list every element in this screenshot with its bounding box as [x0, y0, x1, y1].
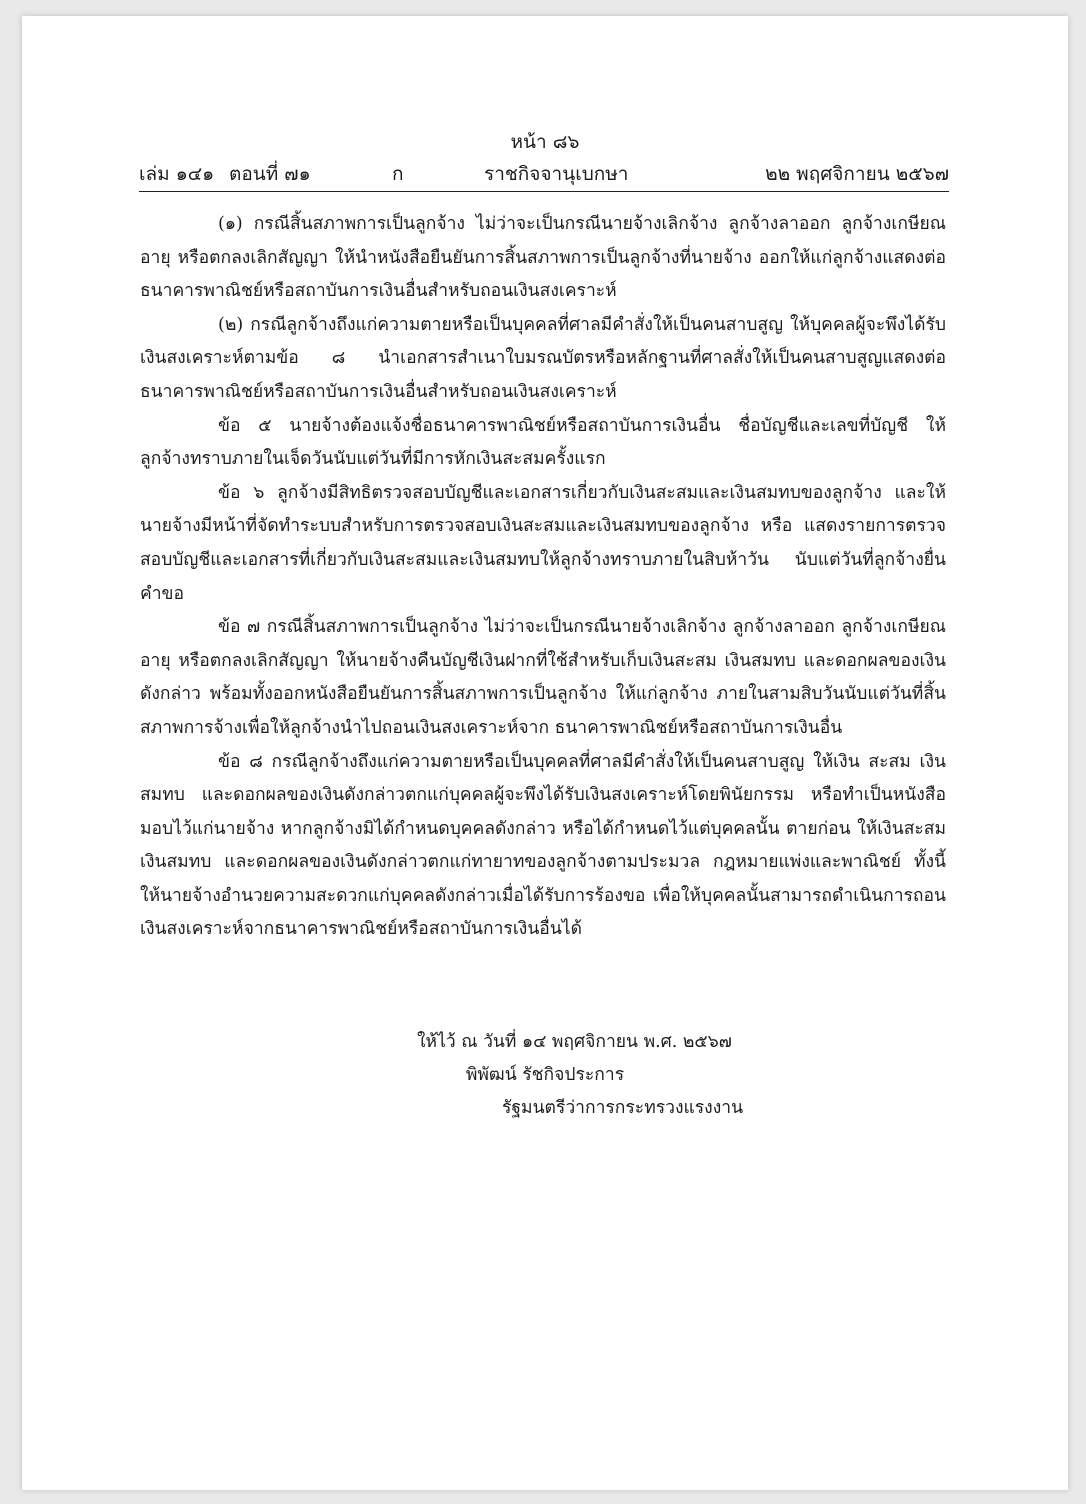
- gazette-header: [139, 160, 949, 188]
- issue-number: ตอนที่ ๗๑: [229, 163, 311, 185]
- signatory-title: รัฐมนตรีว่าการกระทรวงแรงงาน: [502, 1098, 744, 1118]
- header-divider: [139, 191, 949, 192]
- document-body: [140, 208, 946, 947]
- paragraph-clause-2: (๒) กรณีลูกจ้างถึงแก่ความตายหรือเป็นบุคคลที่ศาลมีคำสั่งให้เป็นคนสาบสูญ ให้บุคคลผู้จะพึงได้รับ เงินสงเคราะห์ตามข้อ ๘ นำเอกสารสำเนาใบมรณบัตรหรือหลักฐานที่ศาลสั่งให้เป็นคนสาบสูญแสดงต่อ ธนาคารพาณิชย์หรือสถาบันการเงินอื่นสำหรับถอนเงินสงเคราะห์: [140, 314, 946, 402]
- page-number: หน้า ๘๖: [510, 131, 580, 153]
- signatory-name: พิพัฒน์ รัชกิจประการ: [465, 1065, 625, 1085]
- gazette-title: ราชกิจจานุเบกษา: [484, 163, 629, 185]
- paragraph-article-7: ข้อ ๗ กรณีสิ้นสภาพการเป็นลูกจ้าง ไม่ว่าจะเป็นกรณีนายจ้างเลิกจ้าง ลูกจ้างลาออก ลูกจ้างเกษียณอายุ หรือตกลงเลิกสัญญา ให้นายจ้างคืนบัญชีเงินฝากที่ใช้สำหรับเก็บเงินสะสม เงินสมทบ และดอกผลของเงินดังกล่าว พร้อมทั้งออกหนังสือยืนยันการสิ้นสภาพการเป็นลูกจ้าง ให้แก่ลูกจ้าง ภายในสามสิบวันนับแต่วันที่สิ้นสภาพการจ้างเพื่อให้ลูกจ้างนำไปถอนเงินสงเคราะห์จาก ธนาคารพาณิชย์หรือสถาบันการเงินอื่น: [140, 617, 946, 738]
- section-letter: ก: [392, 163, 404, 185]
- paragraph-article-6: ข้อ ๖ ลูกจ้างมีสิทธิตรวจสอบบัญชีและเอกสารเกี่ยวกับเงินสะสมและเงินสมทบของลูกจ้าง และให้นายจ้างมีหน้าที่จัดทำระบบสำหรับการตรวจสอบเงินสะสมและเงินสมทบของลูกจ้าง หรือ แสดงรายการตรวจสอบบัญชีและเอกสารที่เกี่ยวกับเงินสะสมและเงินสมทบให้ลูกจ้างทราบภายในสิบห้าวัน นับแต่วันที่ลูกจ้างยื่นคำขอ: [140, 482, 946, 604]
- paragraph-article-5: ข้อ ๕ นายจ้างต้องแจ้งชื่อธนาคารพาณิชย์หรือสถาบันการเงินอื่น ชื่อบัญชีและเลขที่บัญชี ให้ลูกจ้างทราบภายในเจ็ดวันนับแต่วันที่มีการหักเงินสะสมครั้งแรก: [140, 415, 946, 470]
- document-page: [22, 16, 1068, 1490]
- publication-date: ๒๒ พฤศจิกายน ๒๕๖๗: [765, 163, 949, 185]
- signature-date: ให้ไว้ ณ วันที่ ๑๔ พฤศจิกายน พ.ศ. ๒๕๖๗: [417, 1032, 732, 1052]
- paragraph-article-8: ข้อ ๘ กรณีลูกจ้างถึงแก่ความตายหรือเป็นบุคคลที่ศาลมีคำสั่งให้เป็นคนสาบสูญ ให้เงิน สะสม เงินสมทบ และดอกผลของเงินดังกล่าวตกแก่บุคคลผู้จะพึงได้รับเงินสงเคราะห์โดยพินัยกรรม หรือทำเป็นหนังสือมอบไว้แก่นายจ้าง หากลูกจ้างมิได้กำหนดบุคคลดังกล่าว หรือได้กำหนดไว้แต่บุคคลนั้น ตายก่อน ให้เงินสะสม เงินสมทบ และดอกผลของเงินดังกล่าวตกแก่ทายาทของลูกจ้างตามประมวล กฎหมายแพ่งและพาณิชย์ ทั้งนี้ ให้นายจ้างอำนวยความสะดวกแก่บุคคลดังกล่าวเมื่อได้รับการร้องขอ เพื่อให้บุคคลนั้นสามารถดำเนินการถอนเงินสงเคราะห์จากธนาคารพาณิชย์หรือสถาบันการเงินอื่นได้: [140, 751, 946, 940]
- paragraph-clause-1: (๑) กรณีสิ้นสภาพการเป็นลูกจ้าง ไม่ว่าจะเป็นกรณีนายจ้างเลิกจ้าง ลูกจ้างลาออก ลูกจ้างเกษียณอายุ หรือตกลงเลิกสัญญา ให้นำหนังสือยืนยันการสิ้นสภาพการเป็นลูกจ้างที่นายจ้าง ออกให้แก่ลูกจ้างแสดงต่อธนาคารพาณิชย์หรือสถาบันการเงินอื่นสำหรับถอนเงินสงเคราะห์: [140, 214, 946, 302]
- volume-number: เล่ม ๑๔๑: [139, 163, 215, 185]
